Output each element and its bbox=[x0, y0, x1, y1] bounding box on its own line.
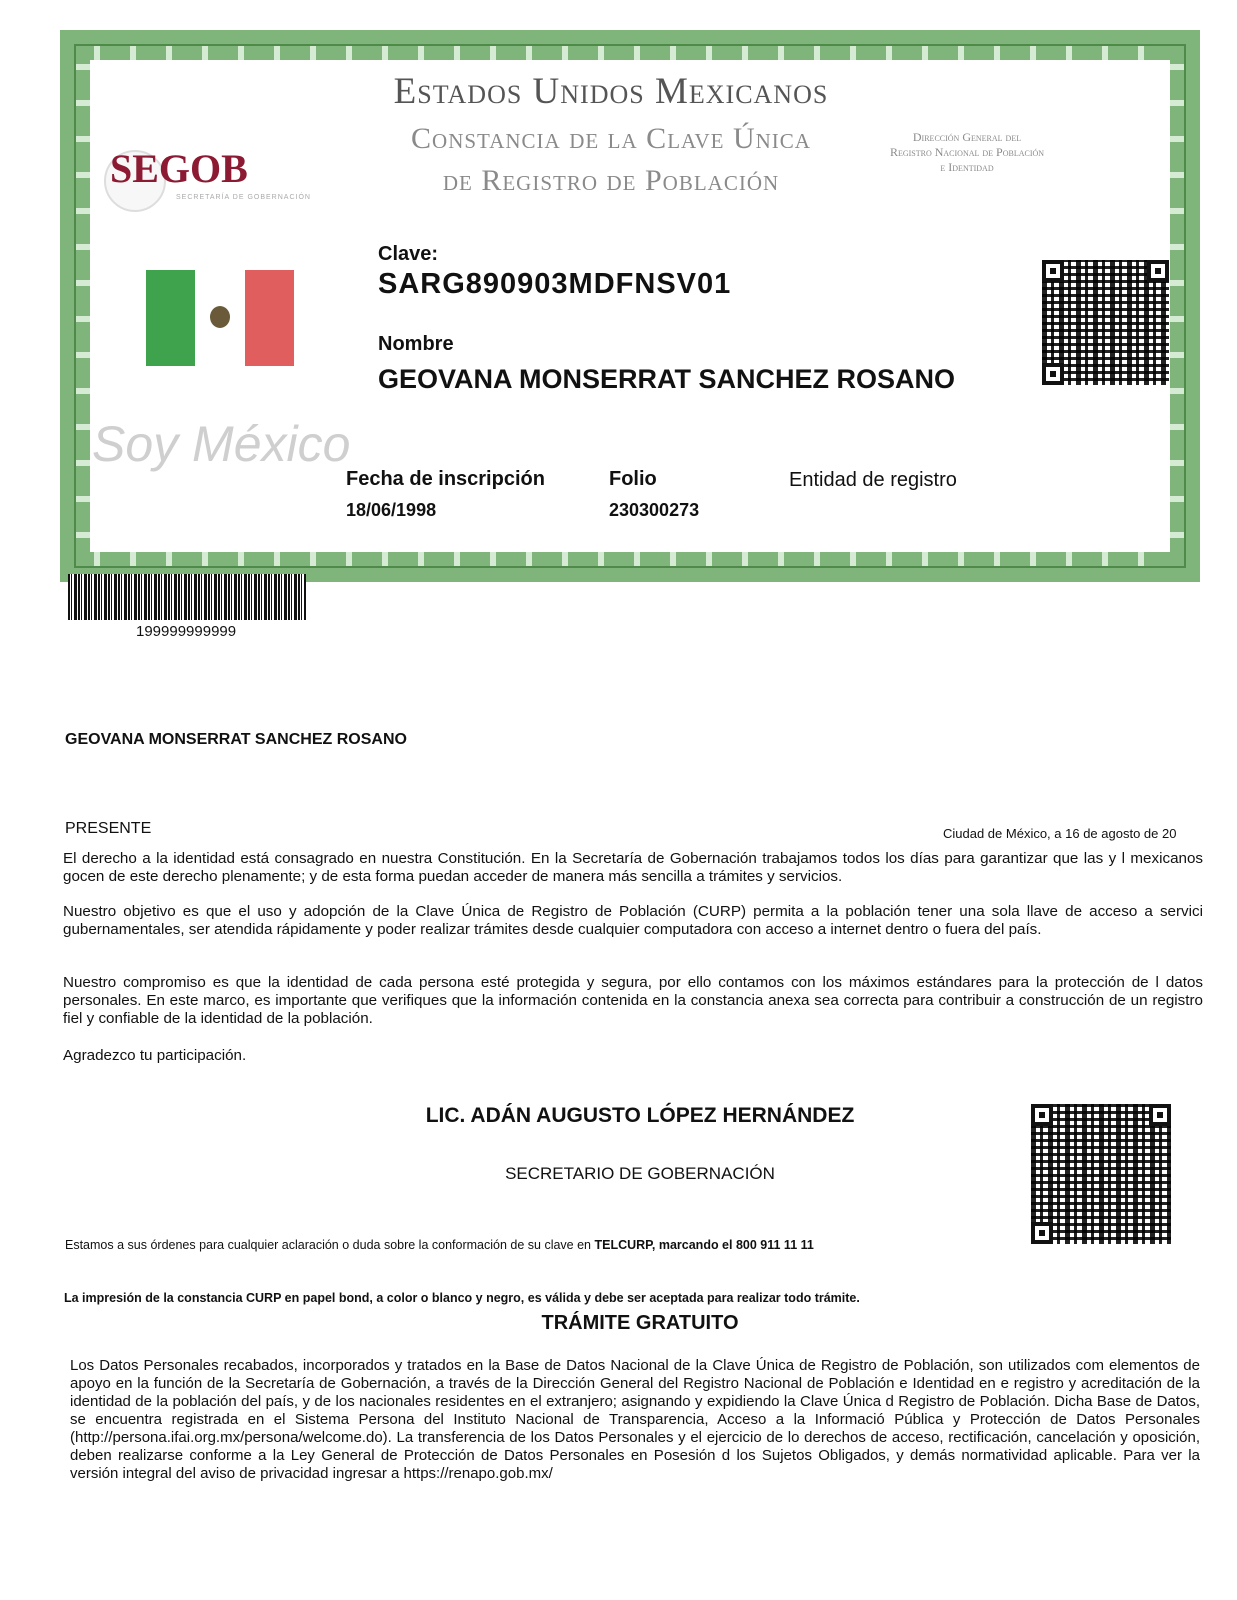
letter-date: Ciudad de México, a 16 de agosto de 20 bbox=[943, 826, 1177, 841]
certificate-qr-code-icon bbox=[1042, 260, 1169, 385]
certificate-subtitle bbox=[316, 118, 906, 202]
fecha-inscripcion-value: 18/06/1998 bbox=[346, 500, 437, 520]
border-pattern-right bbox=[1170, 46, 1184, 566]
telcurp-contact-line bbox=[65, 1238, 814, 1252]
nombre-label: Nombre bbox=[378, 333, 454, 355]
tramite-gratuito: TRÁMITE GRATUITO bbox=[541, 1312, 739, 1334]
agency-name bbox=[842, 130, 1092, 175]
telcurp-phone: TELCURP, marcando el 800 911 11 11 bbox=[594, 1238, 814, 1252]
agency-line-2: Registro Nacional de Población bbox=[889, 145, 1045, 159]
letter-presente: PRESENTE bbox=[65, 820, 152, 837]
letter-paragraph-1: El derecho a la identidad está consagrado en nuestra Constitución. En la Secretaría de Gobernación trabajamos todos los días para garantizar que las y l mexicanos gocen de este derecho plenamente; y de esta forma puedan acceder de manera más sencilla a trámites y servicios. bbox=[63, 850, 1203, 885]
telcurp-prefix: Estamos a sus órdenes para cualquier aclaración o duda sobre la conformación de su clave en bbox=[65, 1238, 595, 1252]
border-pattern-left bbox=[76, 46, 90, 566]
border-pattern-bottom bbox=[76, 552, 1184, 566]
barcode-number: 199999999999 bbox=[136, 623, 237, 640]
letter-paragraph-2: Nuestro objetivo es que el uso y adopción de la Clave Única de Registro de Población (CURP) permita a la población tener una sola llave de acceso a servici gubernamentales, ser atendida rápidamente y poder realizar trámites desde cualquier computadora con acceso a internet dentro o fuera del país. bbox=[63, 903, 1203, 938]
entidad-registro-label: Entidad de registro bbox=[789, 469, 957, 491]
subtitle-line-1: Constancia de la Clave Única bbox=[411, 122, 811, 155]
letter-paragraph-4: Agradezco tu participación. bbox=[63, 1047, 247, 1064]
letter-paragraph-3: Nuestro compromiso es que la identidad de cada persona esté protegida y segura, por ello contamos con los máximos estándares para la protección de l datos personales. En este marco, es importante que verifiques que la información contenida en la constancia anexa sea correcta para contribuir a construcción de un registro fiel y confiable de la identidad de la población. bbox=[63, 974, 1203, 1027]
letter-qr-code-icon bbox=[1031, 1104, 1171, 1244]
mexican-flag-icon bbox=[146, 270, 294, 366]
fecha-inscripcion-label: Fecha de inscripción bbox=[346, 468, 545, 490]
clave-value: SARG890903MDFNSV01 bbox=[378, 268, 732, 300]
segob-logo-subtext: SECRETARÍA DE GOBERNACIÓN bbox=[176, 194, 311, 201]
letter-addressee: GEOVANA MONSERRAT SANCHEZ ROSANO bbox=[65, 731, 407, 748]
signer-name: LIC. ADÁN AUGUSTO LÓPEZ HERNÁNDEZ bbox=[425, 1104, 855, 1127]
agency-line-1: Dirección General del bbox=[912, 130, 1022, 144]
slogan: Soy México bbox=[92, 416, 351, 472]
bond-paper-note: La impresión de la constancia CURP en papel bond, a color o blanco y negro, es válida y debe ser aceptada para realizar todo trámite. bbox=[64, 1291, 860, 1305]
barcode-icon bbox=[68, 574, 306, 620]
certificate-title: Estados Unidos Mexicanos bbox=[393, 71, 829, 112]
subtitle-line-2: de Registro de Población bbox=[442, 164, 780, 197]
border-pattern-top bbox=[76, 46, 1184, 60]
folio-label: Folio bbox=[609, 468, 657, 490]
signer-title: SECRETARIO DE GOBERNACIÓN bbox=[505, 1164, 775, 1183]
folio-value: 230300273 bbox=[609, 500, 700, 520]
agency-line-3: e Identidad bbox=[940, 160, 994, 174]
privacy-notice: Los Datos Personales recabados, incorporados y tratados en la Base de Datos Nacional de la Clave Única de Registro de Población, son utilizados com elementos de apoyo en la función de la Secretaría de Gobernación, a través de la Dirección General del Registro Nacional de Población e Identidad en e registro y acreditación de la identidad de la población del país, y de los nacionales residentes en el extranjero; asignando y expidiendo la Clave Única d Registro de Población. Dicha Base de Datos, se encuentra registrada en el Sistema Persona del Instituto Nacional de Transparencia, Acceso a la Informació Pública y Protección de Datos Personales (http://persona.ifai.org.mx/persona/welcome.do). La transferencia de los Datos Personales y el ejercicio de lo derechos de acceso, rectificación, cancelación y oposición, deben realizarse conforme a la Ley General de Protección de Datos Personales en Posesión d los Sujetos Obligados, y demás normatividad aplicable. Para ver la versión integral del aviso de privacidad ingresar a https://renapo.gob.mx/ bbox=[70, 1357, 1200, 1482]
segob-logo: SEGOB bbox=[110, 146, 248, 191]
nombre-value: GEOVANA MONSERRAT SANCHEZ ROSANO bbox=[378, 364, 956, 394]
clave-label: Clave: bbox=[378, 243, 439, 265]
